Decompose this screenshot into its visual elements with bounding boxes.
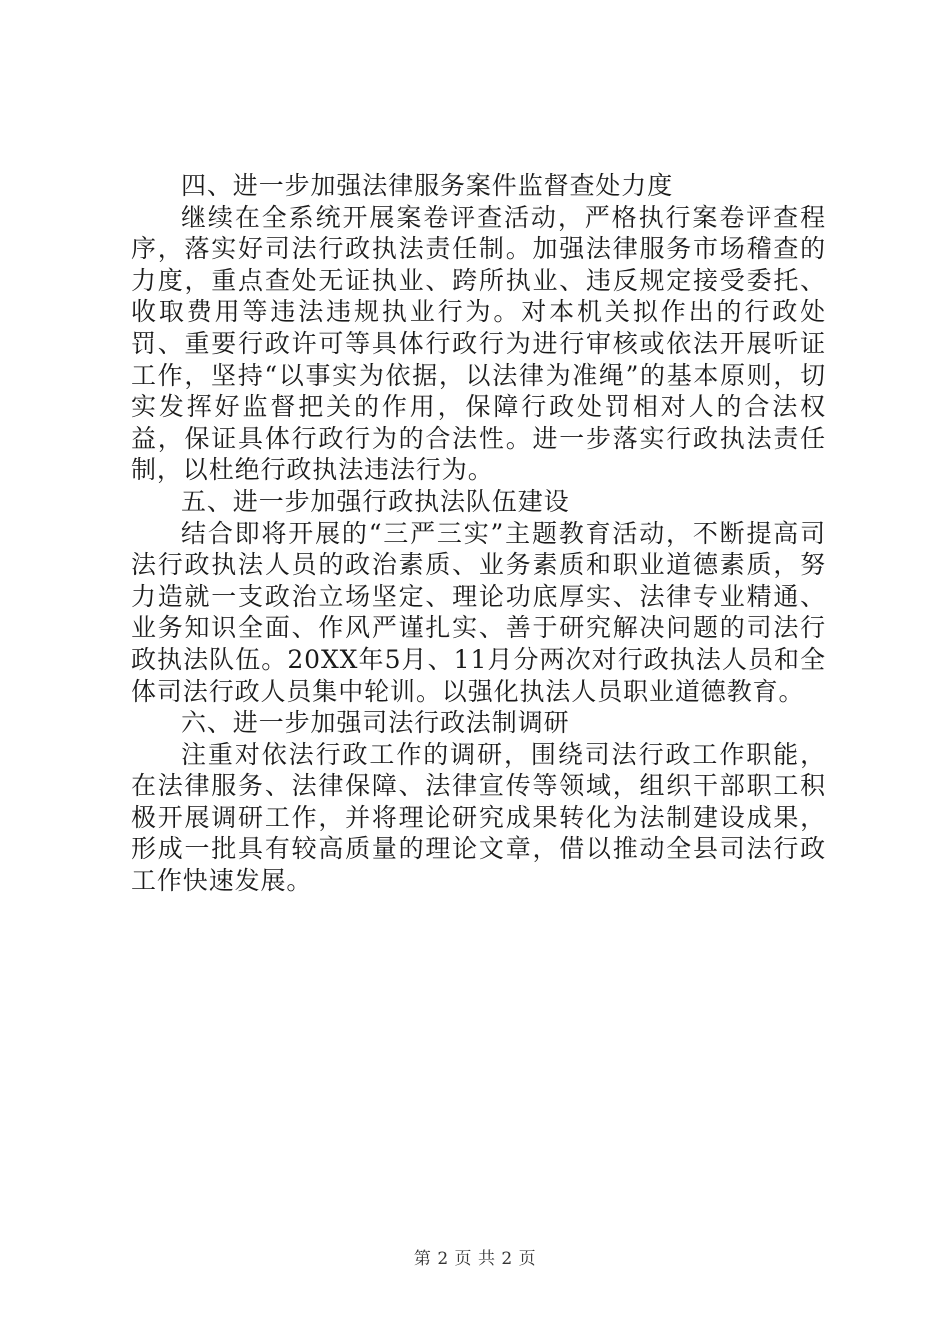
section-4-heading: 四、进一步加强法律服务案件监督查处力度 xyxy=(181,171,674,200)
section-6-heading: 六、进一步加强司法行政法制调研 xyxy=(181,708,570,738)
section-5-heading: 五、进一步加强行政执法队伍建设 xyxy=(181,486,570,516)
document-body xyxy=(131,170,826,897)
page-footer: 第 2 页 共 2 页 xyxy=(413,1249,537,1269)
section-5-paragraph: 结合即将开展的“三严三实”主题教育活动，不断提高司法行政执法人员的政治素质、业务素质和职业道德素质，努力造就一支政治立场坚定、理论功底厚实、法律专业精通、业务知识全面、作风严谨扎实、善于研究解决问题的司法行政执法队伍。20XX年5月、11月分两次对行政执法人员和全体司法行政人员集中轮训。以强化执法人员职业道德教育。 xyxy=(131,518,826,706)
section-4-paragraph: 继续在全系统开展案卷评查活动，严格执行案卷评查程序，落实好司法行政执法责任制。加强法律服务市场稽查的力度，重点查处无证执业、跨所执业、违反规定接受委托、收取费用等违法违规执业行为。对本机关拟作出的行政处罚、重要行政许可等具体行政行为进行审核或依法开展听证工作，坚持“以事实为依据，以法律为准绳”的基本原则，切实发挥好监督把关的作用，保障行政处罚相对人的合法权益，保证具体行政行为的合法性。进一步落实行政执法责任制，以杜绝行政执法违法行为。 xyxy=(131,202,826,485)
section-6-paragraph: 注重对依法行政工作的调研，围绕司法行政工作职能，在法律服务、法律保障、法律宣传等领域，组织干部职工积极开展调研工作，并将理论研究成果转化为法制建设成果，形成一批具有较高质量的理论文章，借以推动全县司法行政工作快速发展。 xyxy=(131,739,826,896)
